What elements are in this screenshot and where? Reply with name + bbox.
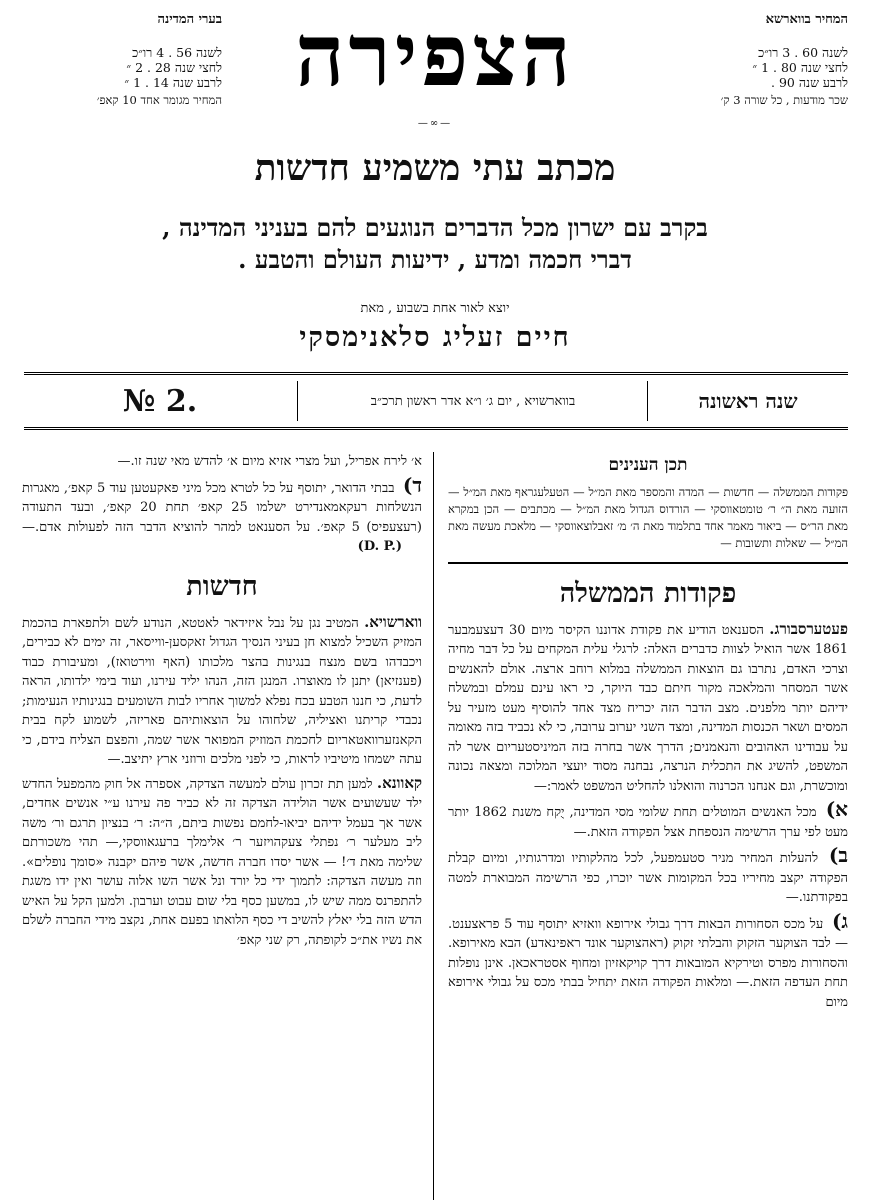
description-line: דברי חכמה ומדע , ידיעות העולם והטבע .: [238, 245, 632, 274]
item-mark: ד): [402, 472, 422, 497]
publication-note: יוצא לאור אחת בשבוע , מאת: [360, 301, 510, 316]
item-mark: ג): [831, 908, 848, 933]
toc-text: פקודות הממשלה — חדשות — המדה והמספר מאת המ״ל — הטעלעגראף מאת המ״ל — הזועה מאת ה״ ר׳ טומטאווסקי — הורדוס הגדול מאת המ״ל — מכתבים — הכן במקרא מאת הר״ס — ביאור מאמר אחד בתלמוד מאת ה׳ מ׳ זאבלוצאווסקי — מלאכת מעשה מאת המ״ל — שאלות ותשובות —: [448, 484, 848, 564]
item-text: מכל האנשים המוטלים תחת שלומי מסי המדינה, יֻקח משנת 1862 יותר מעט לפי ערך הרשימה הנספחת אצל הפקודה הזאת.—: [448, 805, 848, 840]
issue-info-bar: [24, 372, 848, 430]
left-column: [22, 452, 422, 1200]
notice-paragraph: א׳ לירח אפריל, ועל מצרי אזיא מיום א׳ להדש מאי שנה זו.—: [117, 454, 422, 469]
price-note: המחיר מגומר אחד 10 קאפ׳: [96, 93, 222, 107]
article-text: הסענאט הודיע את פקודת אדוננו הקיסר מיום 30 דעצעמבער 1861 אשר הואיל לצוות כדברים האלה: לרגלי עלית המקחים על כל דבר מחיה וצרכי האדם, נתרבו גם הוצאות הממשלה במלוא רוחב ארצה. אולם להאנשים אשר המסחר והמלאכה מקור חיתם כבד היוקר, כי ראו עינם עמלם ובמשלח ידיהם יותר מלפנים. מצב הדבר הזה יכריח מצד אחד להוסיף מעט מזעיר על המסים ושאר הכנסות המדינה, ומצד השני יערוב ערובה, כי לא נכביד בזה מאומה על עבודינו האהובים והנאמנים; הדרך אשר בחרה בזה המיניסטעריום אשר לה המשפט, להשיג את התכלית הנרצה, נבחנה מסוד יועצי המלוכה ומצאה נכונה ומוכשרת, וגם אנחנו הכרנוה והואלנו להחליט המשפט לאמר:—: [448, 622, 848, 794]
news-section-title: חדשות: [186, 570, 258, 602]
government-section-title: פקודות הממשלה: [559, 577, 737, 609]
description: [40, 212, 830, 276]
article-paragraph: [448, 620, 848, 797]
price-row: לרבע שנה 14 . 1 ״: [124, 75, 222, 90]
price-heading: בערי המדינה: [157, 12, 222, 27]
newspaper-title: הצפירה: [295, 5, 575, 106]
description-line: בקרב עם ישרון מכל הדברים הנוגעים להם בעניני המדינה ,: [162, 213, 708, 242]
right-column: [448, 452, 848, 1200]
issue-number: № 2.: [122, 383, 198, 419]
price-box-warsaw: [648, 12, 848, 108]
source-signature: (D. P.): [357, 539, 402, 554]
news-text: למען תת זכרון עולם למעשה הצדקה, אספרה אל חוק מהמפעל החדש ילד שעשועים אשר הולידה הצדקה זה לא כביר פה עירנו ע״י אנשים אחדים, אשר אך בעמל ידיהם יביאו-לחמם נפשות ביתם, ה״ה: ר׳ בנציון תרגם ור׳ משה ליב מעלער ר׳ נפתלי צעקהויזער ר׳ אלימלך ברעגאווסקי,— תהי משכורתם שלימה מאת ד׳! — אשר יסדו חברה חדשה, אשר פיהם יקבנה «סומך נופלים». וזה מעשה הצדקה: לתמוך ידי כל יורד ונל אשר השו אלוה עושר ואין ידו משגת להתפרנס ממה שיש לו, במשען כסף בלי שום עבוט וערבון. ולמען הקל על האיש הדש הזה בלי יאלץ להשיב די כסף הלואתו בפעם אחת, נקצב מידי החברה לשלם את נשיו את״כ לקופתה, רק שני קאפ׳: [22, 776, 422, 948]
item-text: להעלות המחיר מניר סטעמפעל, לכל מהלקותיו ומדרגותיו, ומיום קבלת הפקודה יקצב מחיריו בכל המקומות אשר יוכרו, כפי הרשימה המבוארת למטה בפקודתנו.—: [448, 851, 848, 905]
news-location: קאוונא.: [376, 773, 422, 792]
item-text: בבתי הדואר, יתוסף על כל לטרא מכל מיני פאקעטען עוד 5 קאפ׳, מאגרות הנשלחות רעקאמאנדירט ישלמו 25 קאפ׳ תחת 20 קאפ׳, ובעד התעודה (רעצעפיס) 5 קאפ׳. על הסענאט למהר להוציא הדבר הזה לפעולות אדם.—: [22, 480, 422, 535]
list-item: [448, 843, 848, 908]
price-row: לחצי שנה 28 . 2 ״: [126, 60, 222, 75]
subtitle: מכתב עתי משמיע חדשות: [254, 147, 616, 189]
article-lead: פעטערסבורג.: [769, 619, 848, 638]
item-mark: א): [825, 797, 848, 821]
list-item: [448, 797, 848, 842]
news-item: [22, 774, 422, 951]
ornament: —∞—: [417, 118, 453, 129]
issue-year: שנה ראשונה: [647, 381, 848, 421]
price-row: לחצי שנה 80 . 1 ״: [752, 60, 848, 75]
list-item: [448, 908, 848, 1013]
editor-name: חיים זעליג סלאנימסקי: [299, 322, 571, 353]
price-note: שכר מודעות , כל שורה 3 ק׳: [720, 93, 848, 107]
item-mark: ב): [828, 843, 848, 867]
price-row: לשנה 60 . 3 רו״כ: [758, 45, 848, 60]
column-divider: [433, 452, 434, 1200]
news-location: ווארשויא.: [364, 612, 422, 631]
price-row: לשנה 56 . 4 רו״כ: [132, 45, 222, 60]
news-item: [22, 613, 422, 770]
price-heading: המחיר בווארשא: [765, 12, 848, 27]
news-text: המטיב נגן על נבל איזידאר לאטטא, הנודע לשם ולתפארת בהכמת המזיק השכיל למצוא חן בעיני הנסיך הגדול זאקסען-ווייסאר, זה ימים לא כבירים, ויכבדהו בשם מנצח בנגינות בהצר מלכותו (האף ווירטואז), ומעיבורת כבוד (פענזיאן) יתנן לו מאוצרו. המנגן הזה, הנהו יליד עירנו, ועוד בימי ילדותו, הראה לדעת, כי חננו הטבע בכח נפלא למשוך אחריו לבות השומעים בנגינותיו הנעימות; נכבדי קריתנו ואציליה, שלחוהו על הוצאותיהם פאריזה, לשמוע לקח בבית הקאנזערוואטאריום לחכמת המוזיק המפואר אשר שמה, והפצם הצליח בידם, כי עתה ישמחו מיטיביו לראות, כי לפני מלכים ורוזני ארץ יתיצב.—: [22, 615, 422, 767]
list-item: [22, 472, 422, 557]
issue-date: בווארשויא , יום ג׳ ו״א אדר ראשון תרכ״ב: [297, 381, 648, 421]
price-box-country: [22, 12, 222, 108]
price-row: לרבע שנה 90 .: [771, 75, 848, 90]
item-text: על מכס הסחורות הבאות דרך גבולי אירופא וואזיא יתוסף עוד 5 פראצענט. — לבד הצוקער הזקוק והבלתי זקוק (ראהצוקער אונד ראפינאדע) הבא מאירופא. והסחורות מפרס וטירקיא המובאות דרך קויקאזיון ומחוף אסטראכאן. אינן נופלות תחת העדפה הזאת.— ומלאות הפקודה הזאת יתחיל בבתי מכס על גבולי אירופא מיום: [448, 916, 848, 1010]
toc-title: תכן הענינים: [608, 455, 688, 475]
